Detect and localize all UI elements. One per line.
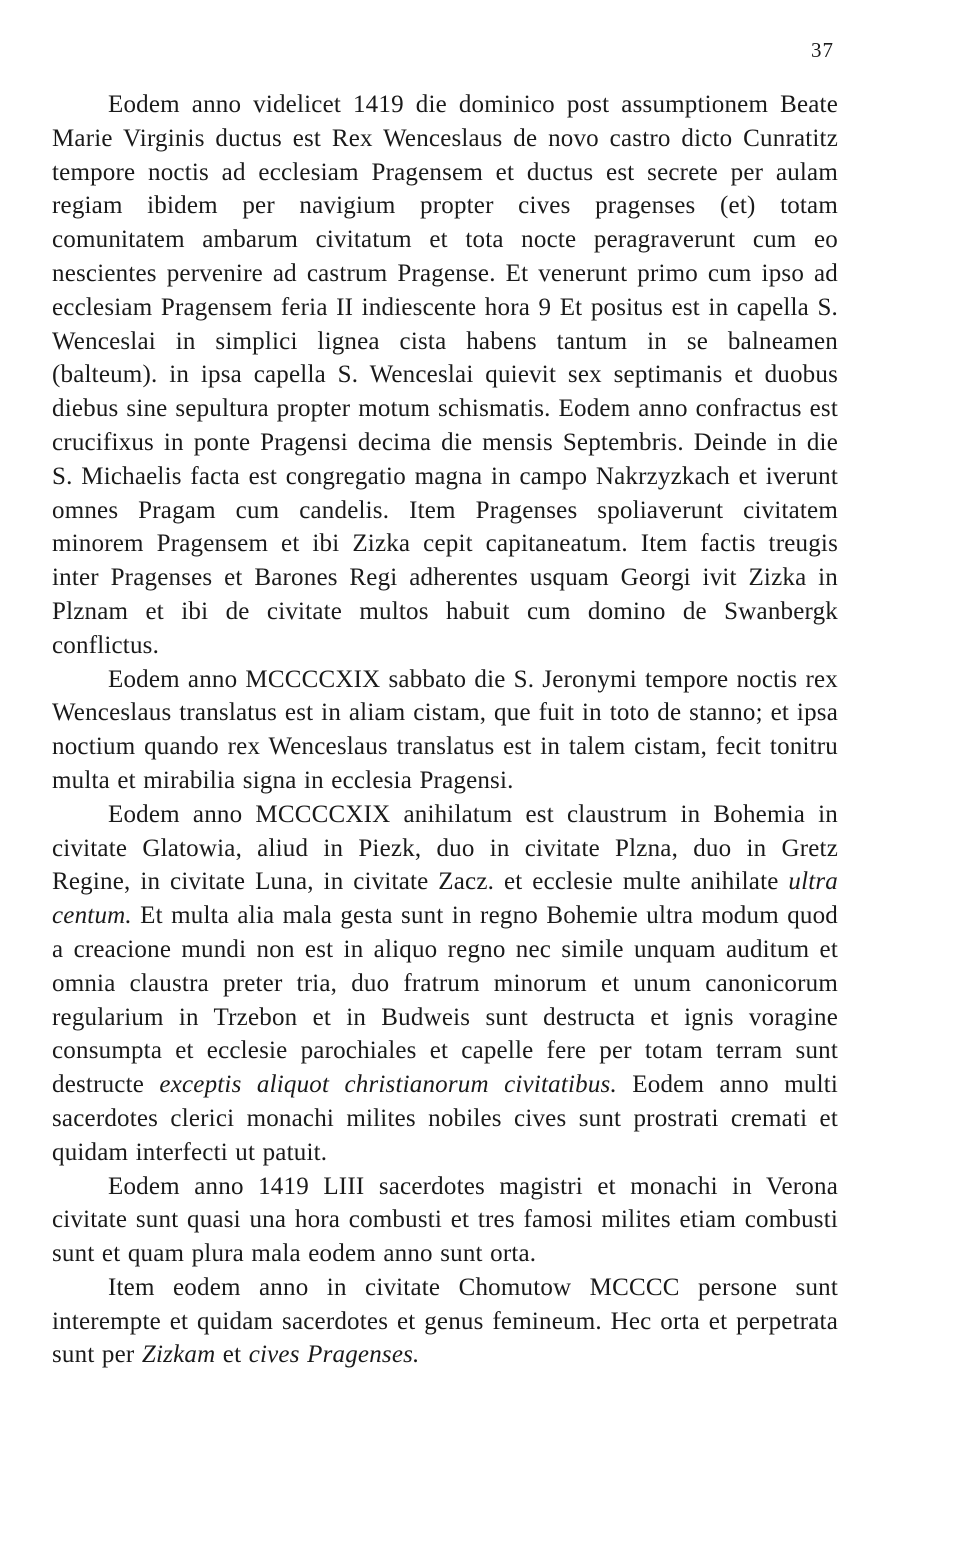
paragraph <box>52 88 838 663</box>
text-run: Eodem anno 1419 LIII sacerdotes magistri et monachi in Verona civitate sunt quasi una hora combusti et tres famosi milites etiam combusti sunt et quam plura mala eodem anno sunt orta. <box>52 1172 838 1268</box>
text-body <box>52 88 838 1372</box>
page-number: 37 <box>811 38 834 62</box>
paragraph <box>52 1271 838 1372</box>
text-run: Et multa alia mala gesta sunt in regno Bohemie ultra modum quod a creacione mundi non est in aliquo regno nec simile unquam auditum et omnia claustra preter tria, duo fratrum minorum et unum canonicorum regularium in Trzebon et in Budweis sunt destructa et ignis voragine consumpta et ecclesie parochiales et capelle fere per totam terram sunt destructe <box>52 902 838 1099</box>
text-run: et <box>215 1341 249 1369</box>
text-run: Eodem anno videlicet 1419 die dominico post assumptionem Beate Marie Virginis ductus est Rex Wenceslaus de novo castro dicto Cunratitz tempore noctis ad ecclesiam Pragensem et ductus est secrete per aulam regiam ibidem per navigium propter cives pragenses (et) totam comunitatem ambarum civitatum et tota nocte peragraverunt cum eo nescientes pervenire ad castrum Pragense. Et venerunt primo cum ipso ad ecclesiam Pragensem feria II indiescente hora 9 Et positus est in capella S. Wenceslai in simplici lignea cista habens tantum in se balneamen (balteum). in ipsa capella S. Wenceslai quievit sex septimanis et duobus diebus sine sepultura propter motum schismatis. Eodem anno confractus est crucifixus in ponte Pragensi decima die mensis Septembris. Deinde in die S. Michaelis facta est congregatio magna in campo Nakrzyzkach et iverunt omnes Pragam cum candelis. Item Pragenses spoliaverunt civitatem minorem Pragensem et ibi Zizka cepit capitaneatum. Item factis treugis inter Pragenses et Barones Regi adherentes usquam Georgi ivit Zizka in Plznam et ibi de civitate multos habuit cum domino de Swanbergk conflictus. <box>52 91 838 659</box>
paragraph <box>52 663 838 798</box>
text-run: Eodem anno multi sacerdotes clerici monachi milites nobiles cives sunt prostrati cremati et quidam interfecti ut patuit. <box>52 1071 839 1166</box>
italic-text: cives Pragenses. <box>248 1341 420 1369</box>
text-run: Item eodem anno in civitate Chomutow MCCCC persone sunt interempte et quidam sacerdotes et genus femineum. Hec orta et perpetrata sunt per <box>52 1273 838 1369</box>
paragraph <box>52 798 838 1170</box>
italic-text: exceptis aliquot christianorum civitatibus. <box>159 1071 617 1099</box>
text-run: Eodem anno MCCCCXIX sabbato die S. Jeronymi tempore noctis rex Wenceslaus translatus est in aliam cistam, que fuit in toto de stanno; et ipsa noctium quando rex Wenceslaus translatus est in talem cistam, fecit tonitru multa et mirabilia signa in ecclesia Pragensi. <box>52 665 838 794</box>
italic-text: Zizkam <box>141 1341 216 1369</box>
text-run: Eodem anno MCCCCXIX anihilatum est claustrum in Bohemia in civitate Glatowia, aliud in Piezk, duo in civitate Plzna, duo in Gretz Regine, in civitate Luna, in civitate Zacz. et ecclesie multe anihilate <box>52 800 838 896</box>
paragraph <box>52 1170 838 1271</box>
italic-text: ultra centum. <box>52 868 838 930</box>
